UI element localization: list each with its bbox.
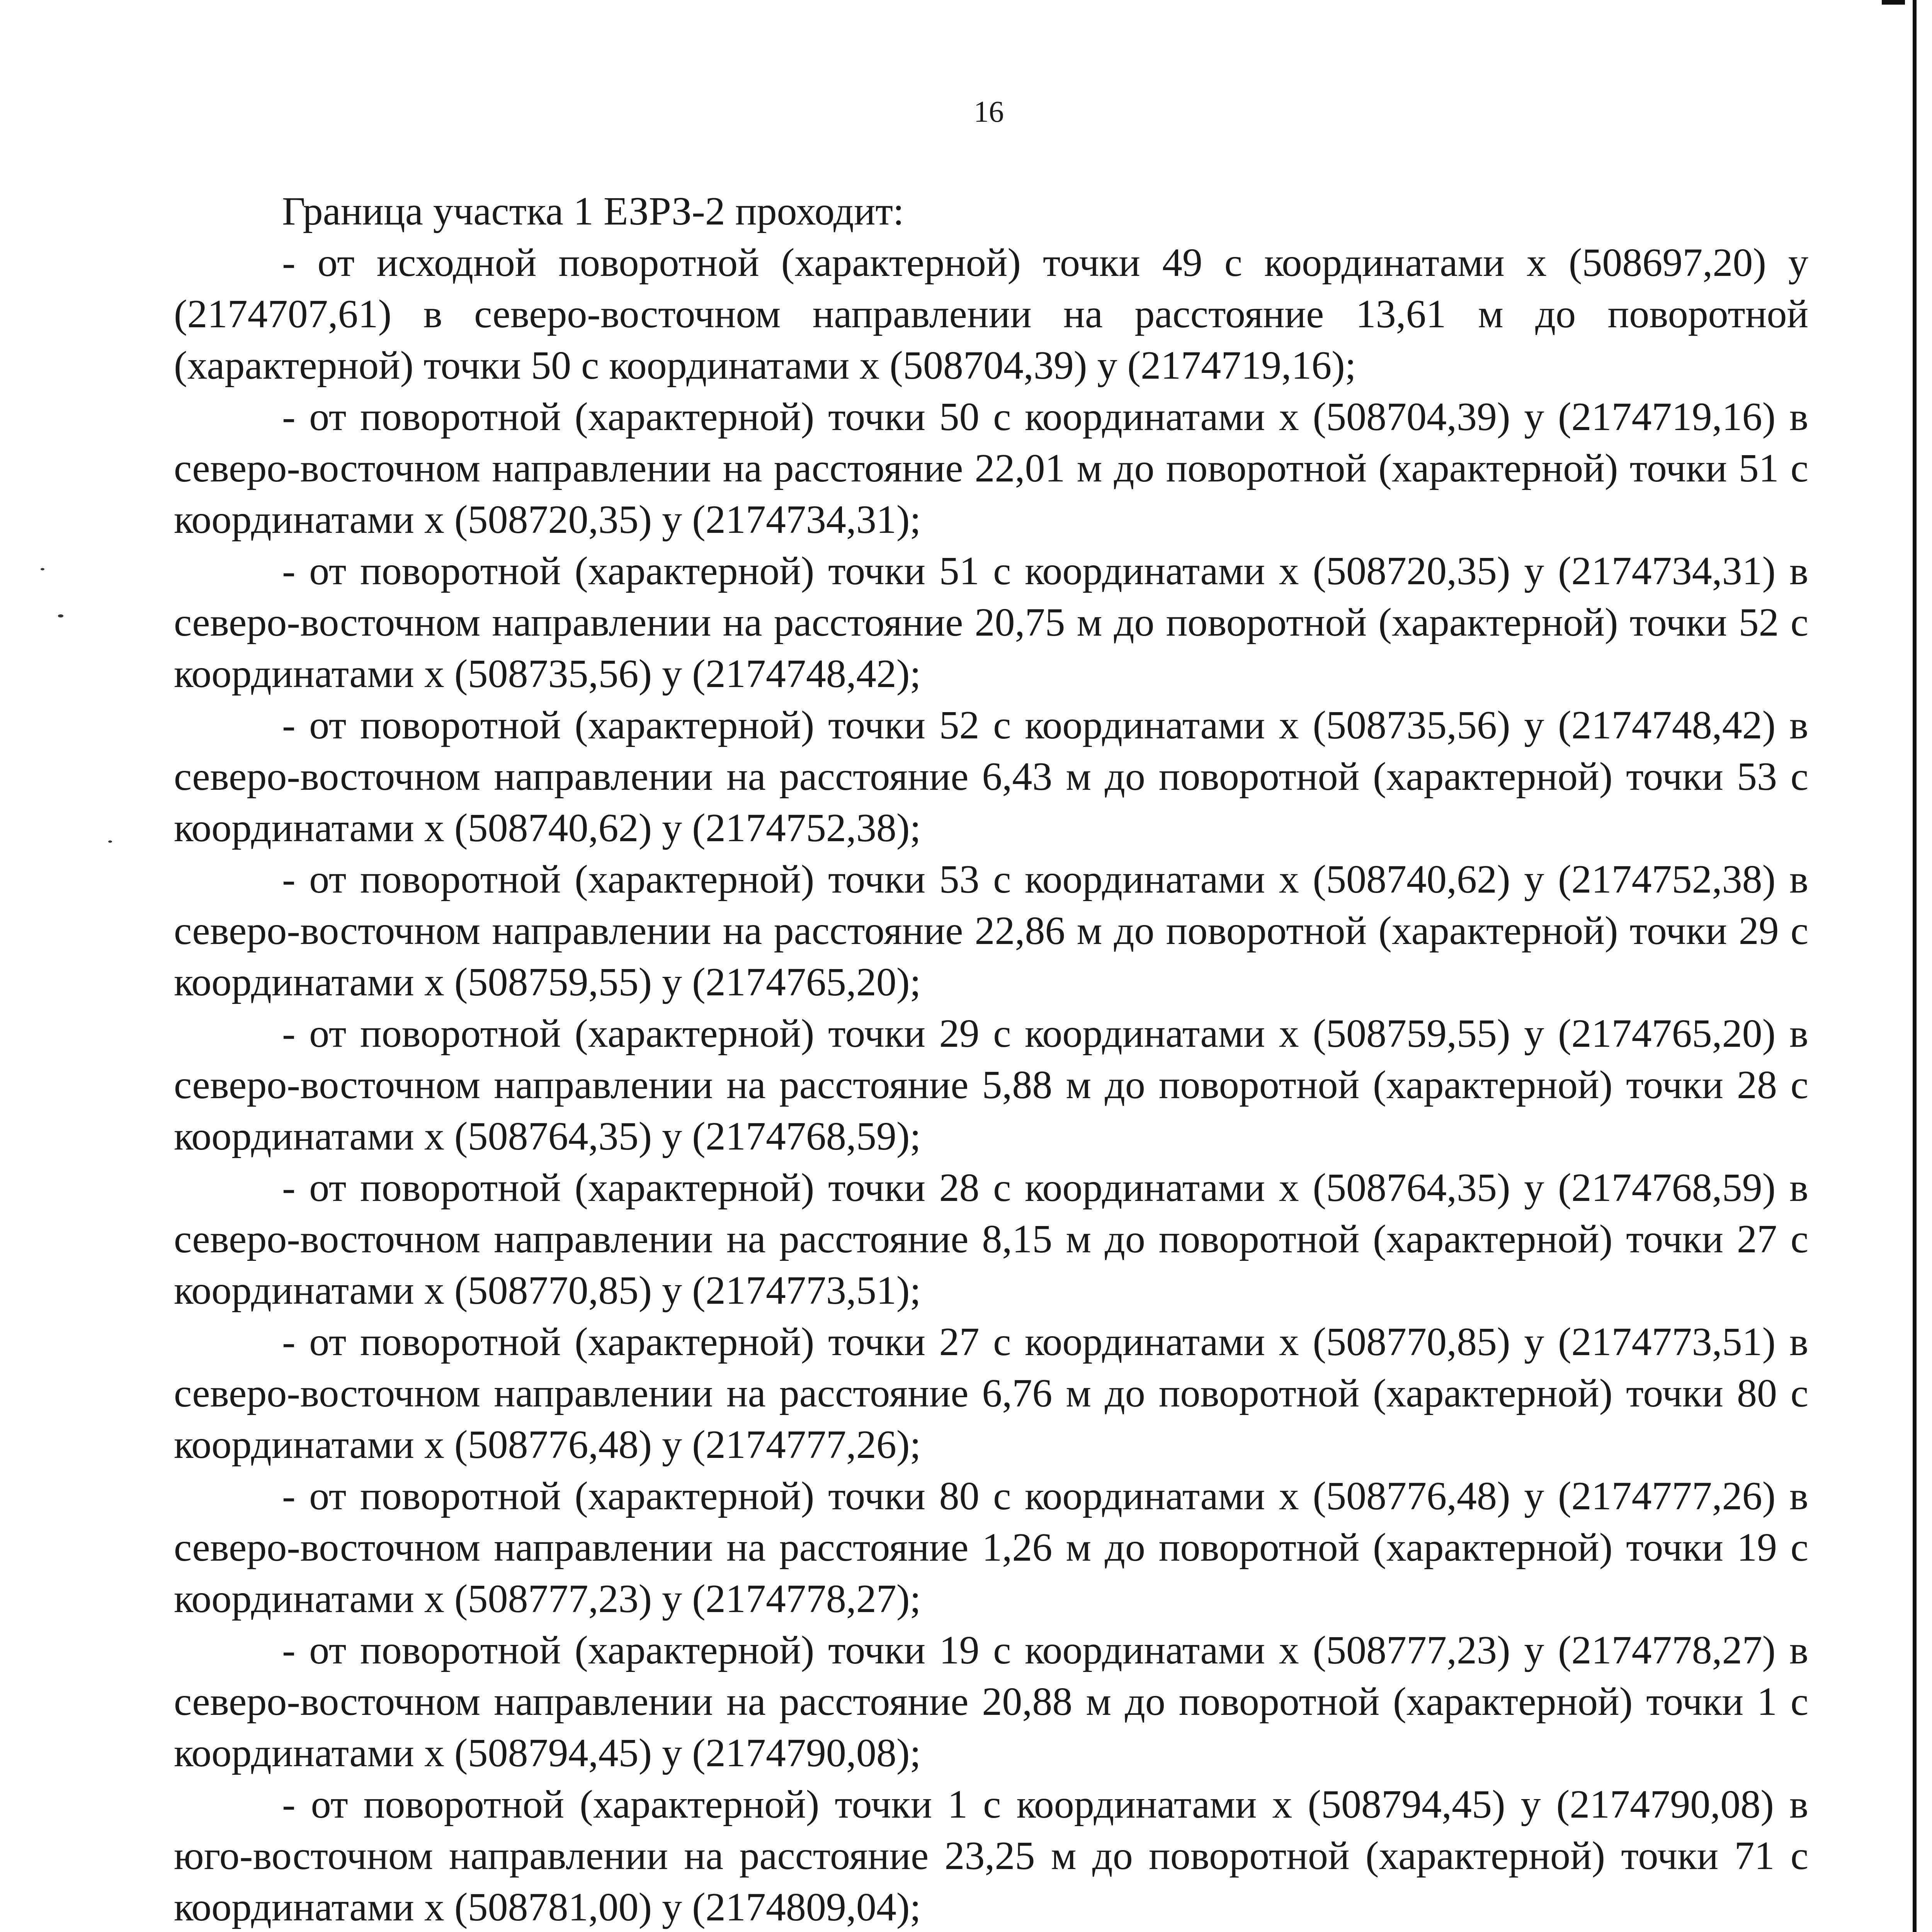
boundary-segment: - от исходной поворотной (характерной) точки 49 с координатами х (508697,20) у (2174707,61) в северо-восточном направлении на расстояние 13,61 м до поворотной (характерной) точки 50 с координатами х (508704,39) у (2174719,16);: [174, 240, 1808, 388]
boundary-segment: - от поворотной (характерной) точки 1 с координатами х (508794,45) у (2174790,08) в юго-восточном направлении на расстояние 23,25 м до поворотной (характерной) точки 71 с координатами х (508781,00) у (2174809,04);: [174, 1782, 1808, 1929]
boundary-segment: - от поворотной (характерной) точки 53 с координатами х (508740,62) у (2174752,38) в северо-восточном направлении на расстояние 22,86 м до поворотной (характерной) точки 29 с координатами х (508759,55) у (2174765,20);: [174, 857, 1808, 1004]
document-body: [174, 185, 1808, 1932]
boundary-segment: - от поворотной (характерной) точки 28 с координатами х (508764,35) у (2174768,59) в северо-восточном направлении на расстояние 8,15 м до поворотной (характерной) точки 27 с координатами х (508770,85) у (2174773,51);: [174, 1165, 1808, 1313]
scan-speck: [58, 614, 63, 617]
boundary-segment: - от поворотной (характерной) точки 50 с координатами х (508704,39) у (2174719,16) в северо-восточном направлении на расстояние 22,01 м до поворотной (характерной) точки 51 с координатами х (508720,35) у (2174734,31);: [174, 395, 1808, 542]
scan-speck: [108, 840, 112, 843]
section-heading: Граница участка 1 ЕЗРЗ-2 проходит:: [282, 189, 904, 233]
boundary-segment: - от поворотной (характерной) точки 80 с координатами х (508776,48) у (2174777,26) в северо-восточном направлении на расстояние 1,26 м до поворотной (характерной) точки 19 с координатами х (508777,23) у (2174778,27);: [174, 1474, 1808, 1621]
boundary-segment: - от поворотной (характерной) точки 19 с координатами х (508777,23) у (2174778,27) в северо-восточном направлении на расстояние 20,88 м до поворотной (характерной) точки 1 с координатами х (508794,45) у (2174790,08);: [174, 1628, 1808, 1775]
boundary-segment: - от поворотной (характерной) точки 29 с координатами х (508759,55) у (2174765,20) в северо-восточном направлении на расстояние 5,88 м до поворотной (характерной) точки 28 с координатами х (508764,35) у (2174768,59);: [174, 1011, 1808, 1158]
scan-corner-mark: [1882, 0, 1905, 5]
scan-edge-line: [1913, 0, 1917, 1932]
scan-speck: [41, 568, 44, 570]
boundary-segment: - от поворотной (характерной) точки 52 с координатами х (508735,56) у (2174748,42) в северо-восточном направлении на расстояние 6,43 м до поворотной (характерной) точки 53 с координатами х (508740,62) у (2174752,38);: [174, 703, 1808, 850]
boundary-segment: - от поворотной (характерной) точки 27 с координатами х (508770,85) у (2174773,51) в северо-восточном направлении на расстояние 6,76 м до поворотной (характерной) точки 80 с координатами х (508776,48) у (2174777,26);: [174, 1320, 1808, 1467]
boundary-segment: - от поворотной (характерной) точки 51 с координатами х (508720,35) у (2174734,31) в северо-восточном направлении на расстояние 20,75 м до поворотной (характерной) точки 52 с координатами х (508735,56) у (2174748,42);: [174, 549, 1808, 696]
page-number: 16: [974, 95, 1004, 128]
